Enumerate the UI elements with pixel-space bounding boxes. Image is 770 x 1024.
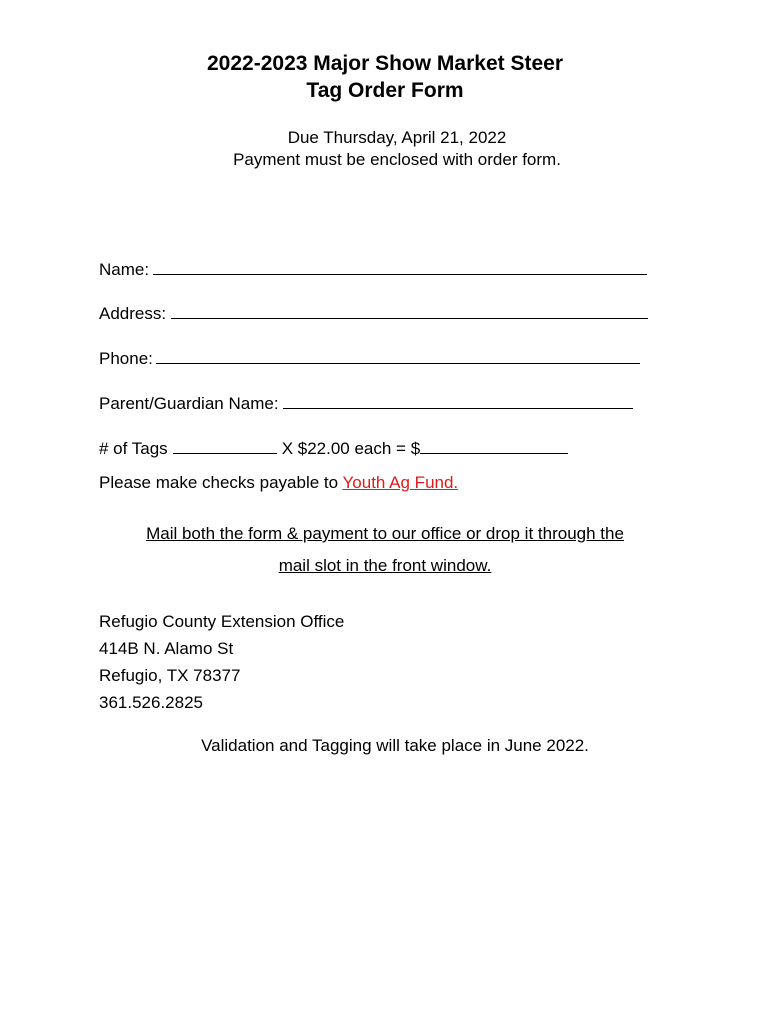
form-title-line-1: 2022-2023 Major Show Market Steer (207, 52, 563, 75)
guardian-field (99, 392, 633, 415)
checks-payable (99, 472, 458, 494)
validation-notice: Validation and Tagging will take place in June 2022. (201, 736, 589, 755)
payment-notice: Payment must be enclosed with order form. (233, 150, 561, 169)
name-blank[interactable] (153, 258, 647, 275)
office-street: 414B N. Alamo St (99, 639, 234, 658)
form-title-line-2: Tag Order Form (306, 79, 464, 102)
tags-label: # of Tags (99, 439, 168, 458)
phone-field (99, 347, 640, 370)
tags-field (99, 437, 568, 460)
phone-blank[interactable] (156, 347, 640, 364)
due-date: Due Thursday, April 21, 2022 (287, 128, 507, 147)
guardian-label: Parent/Guardian Name: (99, 394, 279, 413)
phone-label: Phone: (99, 349, 153, 368)
name-field (99, 258, 647, 281)
address-label: Address: (99, 304, 167, 323)
office-phone: 361.526.2825 (99, 693, 203, 712)
tags-count-blank[interactable] (173, 437, 277, 454)
mail-instructions-line-1: Mail both the form & payment to our office or drop it through the (146, 524, 624, 543)
price-text: X $22.00 each = $ (281, 439, 421, 458)
name-label: Name: (99, 260, 150, 279)
office-name: Refugio County Extension Office (99, 612, 345, 631)
checks-text: Please make checks payable to (99, 473, 339, 492)
address-blank[interactable] (171, 302, 648, 319)
mail-instructions-line-2: mail slot in the front window. (278, 556, 492, 575)
office-city: Refugio, TX 78377 (99, 666, 241, 685)
payee-name: Youth Ag Fund. (342, 473, 459, 492)
guardian-blank[interactable] (283, 392, 633, 409)
address-field (99, 302, 648, 325)
total-blank[interactable] (420, 437, 568, 454)
